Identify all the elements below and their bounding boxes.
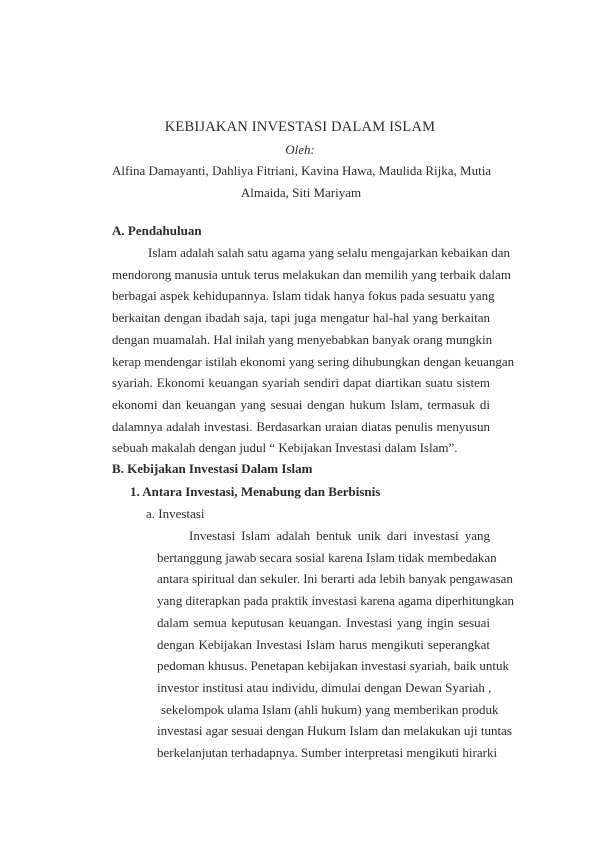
paragraph-line: dalam semua keputusan keuangan. Investasi yang ingin sesuai <box>157 614 490 630</box>
paragraph-line: antara spiritual dan sekuler. Ini berarti ada lebih banyak pengawasan <box>157 571 513 587</box>
paragraph-line: dalamnya adalah investasi. Berdasarkan uraian diatas penulis menyusun <box>112 418 490 434</box>
paragraph-line: pedoman khusus. Penetapan kebijakan investasi syariah, baik untuk <box>157 658 510 674</box>
subsection-1-heading: 1. Antara Investasi, Menabung dan Berbisnis <box>130 484 381 499</box>
paragraph-line: Investasi Islam adalah bentuk unik dari investasi yang <box>189 528 490 543</box>
paragraph-line: mendorong manusia untuk terus melakukan dan memilih yang terbaik dalam <box>112 266 511 282</box>
section-a-heading: A. Pendahuluan <box>112 223 202 238</box>
paragraph-line: yang diterapkan pada praktik investasi karena agama diperhitungkan <box>157 593 515 609</box>
paragraph-line: sebuah makalah dengan judul “ Kebijakan Investasi dalam Islam”. <box>112 440 458 456</box>
paragraph-line: kerap mendengar istilah ekonomi yang sering dihubungkan dengan keuangan <box>112 353 515 369</box>
paragraph-line: berkelanjutan terhadapnya. Sumber interpretasi mengikuti hirarki <box>157 745 498 761</box>
section-b-paragraph <box>157 525 515 764</box>
paragraph-line: dengan muamalah. Hal inilah yang menyebabkan banyak orang mungkin <box>112 331 493 347</box>
authors-line-2: Almaida, Siti Mariyam <box>240 185 362 200</box>
paragraph-line: dengan Kebijakan Investasi Islam harus mengikuti seperangkat <box>157 636 490 652</box>
authors-line-1: Alfina Damayanti, Dahliya Fitriani, Kavina Hawa, Maulida Rijka, Mutia <box>112 163 492 178</box>
section-a-paragraph <box>112 242 515 459</box>
paragraph-line: berbagai aspek kehidupannya. Islam tidak hanya fokus pada sesuatu yang <box>112 288 495 304</box>
section-b-heading: B. Kebijakan Investasi Dalam Islam <box>112 461 313 476</box>
paragraph-line: investasi agar sesuai dengan Hukum Islam dan melakukan uji tuntas <box>157 723 512 739</box>
paragraph-line: syariah. Ekonomi keuangan syariah sendiri dapat diartikan suatu sistem <box>112 375 490 391</box>
paragraph-line: Islam adalah salah satu agama yang selalu mengajarkan kebaikan dan <box>148 245 511 260</box>
paragraph-line: bertanggung jawab secara sosial karena Islam tidak membedakan <box>157 549 497 565</box>
paragraph-line: sekelompok ulama Islam (ahli hukum) yang memberikan produk <box>161 701 499 717</box>
paragraph-line: ekonomi dan keuangan yang sesuai dengan hukum Islam, termasuk di <box>112 396 490 412</box>
paragraph-line: berkaitan dengan ibadah saja, tapi juga mengatur hal-hal yang berkaitan <box>112 310 490 326</box>
by-label: Oleh: <box>285 142 315 157</box>
paragraph-line: investor institusi atau individu, dimulai dengan Dewan Syariah , <box>157 679 492 695</box>
item-a-label: a. Investasi <box>146 506 205 521</box>
authors <box>112 160 490 204</box>
document-title: KEBIJAKAN INVESTASI DALAM ISLAM <box>164 119 436 135</box>
